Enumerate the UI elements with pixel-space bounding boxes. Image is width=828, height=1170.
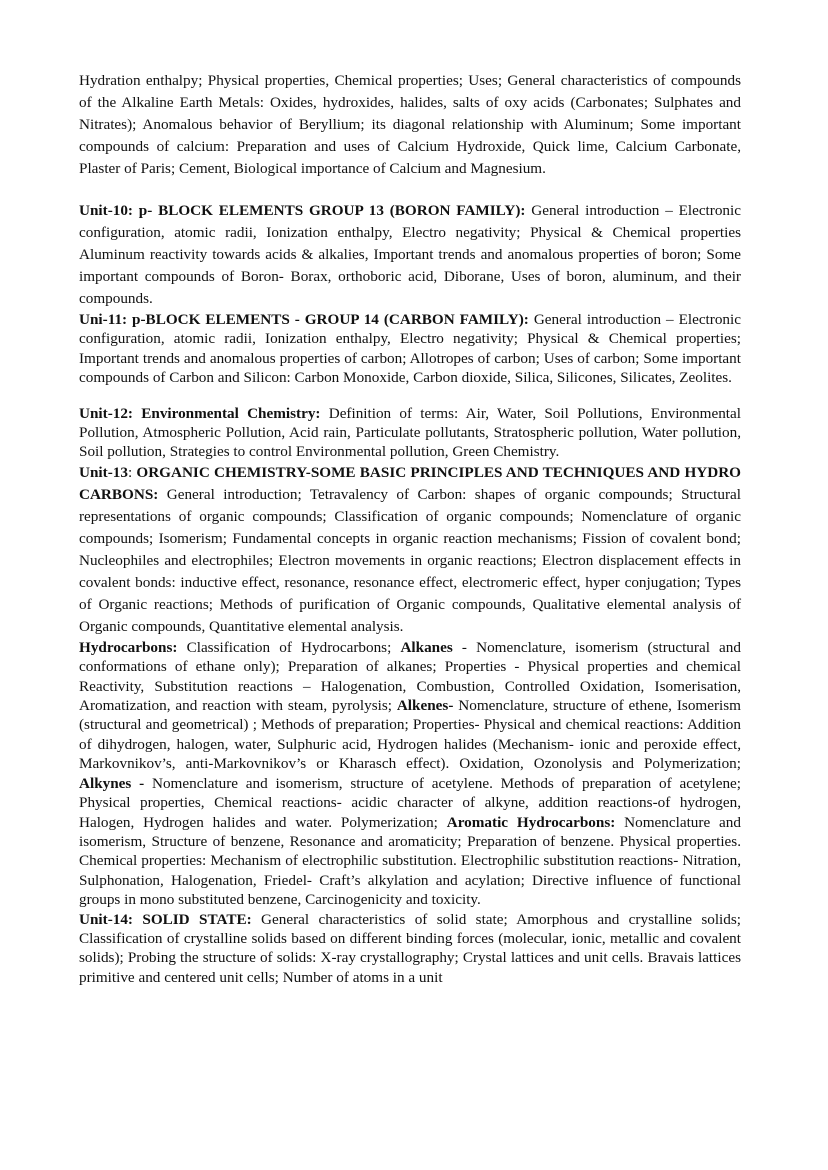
- unit-14-paragraph: [79, 910, 741, 988]
- unit-14-text: General characteristics of solid state; Amorphous and crystalline solids; Classification of crystalline solids based on different binding forces (molecular, ionic, metallic and covalent solids); Probing the structure of solids: X-ray crystallography; Crystal lattices and unit cells. Bravais lattices primitive and centered unit cells; Number of atoms in a unit: [79, 910, 741, 986]
- unit-12-heading: Unit-12: Environmental Chemistry:: [79, 404, 321, 422]
- document-page: [79, 70, 741, 987]
- unit-13-colon: :: [127, 463, 137, 481]
- alkynes-heading: Alkynes -: [79, 774, 145, 792]
- unit-11-text: General introduction – Electronic configuration, atomic radii, Ionization enthalpy, Electro negativity; Physical & Chemical properties; Important trends and anomalous properties of carbon; Allotropes of carbon; Uses of carbon; Some important compounds of Carbon and Silicon: Carbon Monoxide, Carbon dioxide, Silica, Silicones, Silicates, Zeolites.: [79, 311, 741, 387]
- unit-10-paragraph: [79, 200, 741, 310]
- alkanes-heading: Alkanes: [400, 638, 453, 656]
- unit-10-text: General introduction – Electronic configuration, atomic radii, Ionization enthalpy, Electro negativity; Physical & Chemical properties Aluminum reactivity towards acids & alkalies, Important trends and anomalous properties of boron; Some important compounds of Boron- Borax, orthoboric acid, Diborane, Uses of boron, aluminum, and their compounds.: [79, 202, 741, 307]
- spacer: [79, 388, 741, 404]
- spacer: [79, 180, 741, 200]
- unit-12-text: Definition of terms: Air, Water, Soil Pollutions, Environmental Pollution, Atmospheric Pollution, Acid rain, Particulate pollutants, Stratospheric pollution, Water pollution, Soil pollution, Strategies to control Environmental pollution, Green Chemistry.: [79, 404, 741, 461]
- hydrocarbons-paragraph: [79, 638, 741, 910]
- unit-13-heading: ORGANIC CHEMISTRY-SOME BASIC PRINCIPLES AND TECHNIQUES AND HYDRO CARBONS:: [79, 463, 741, 503]
- unit-13-paragraph: [79, 462, 741, 638]
- hydrocarbons-text-2: - Nomenclature, isomerism (structural and conformations of ethane only); Preparation of alkanes; Properties - Physical properties and chemical Reactivity, Substitution reactions – Halogenation, Combustion, Controlled Oxidation, Isomerisation, Aromatization, and reaction with steam, pyrolysis;: [79, 638, 741, 715]
- alkenes-heading: Alkenes-: [396, 697, 454, 715]
- hydrocarbons-text-5: Nomenclature and isomerism, Structure of benzene, Resonance and aromaticity; Preparation of benzene. Physical properties. Chemical properties: Mechanism of electrophilic substitution. Electrophilic substitution reactions- Nitration, Sulphonation, Halogenation, Friedel- Craft’s alkylation and acylation; Directive influence of functional groups in mono substituted benzene, Carcinogenicity and toxicity.: [79, 813, 741, 909]
- unit-14-heading: Unit-14: SOLID STATE:: [79, 910, 252, 928]
- unit-12-paragraph: [79, 404, 741, 462]
- aromatic-hydrocarbons-heading: Aromatic Hydrocarbons:: [446, 813, 616, 831]
- unit-11-paragraph: [79, 310, 741, 388]
- hydrocarbons-heading: Hydrocarbons:: [79, 638, 178, 656]
- unit-11-heading: Uni-11: p-BLOCK ELEMENTS - GROUP 14 (CARBON FAMILY):: [79, 311, 529, 328]
- unit-10-heading: Unit-10: p- BLOCK ELEMENTS GROUP 13 (BORON FAMILY):: [79, 202, 526, 219]
- hydrocarbons-text-3: Nomenclature, structure of ethene, Isomerism (structural and geometrical) ; Methods of preparation; Properties- Physical and chemical reactions: Addition of dihydrogen, halogen, water, Sulphuric acid, Hydrogen halides (Mechanism- ionic and peroxide effect, Markovnikov’s, anti-Markovnikov’s or Kharasch effect). Oxidation, Ozonolysis and Polymerization;: [79, 697, 741, 773]
- intro-paragraph: Hydration enthalpy; Physical properties, Chemical properties; Uses; General characteristics of compounds of the Alkaline Earth Metals: Oxides, hydroxides, halides, salts of oxy acids (Carbonates; Sulphates and Nitrates); Anomalous behavior of Beryllium; its diagonal relationship with Aluminum; Some important compounds of calcium: Preparation and uses of Calcium Hydroxide, Quick lime, Calcium Carbonate, Plaster of Paris; Cement, Biological importance of Calcium and Magnesium.: [79, 72, 741, 177]
- hydrocarbons-text-4: Nomenclature and isomerism, structure of acetylene. Methods of preparation of acetylene; Physical properties, Chemical reactions- acidic character of alkyne, addition reactions-of hydrogen, Halogen, Hydrogen halides and water. Polymerization;: [79, 774, 741, 831]
- unit-13-text: General introduction; Tetravalency of Carbon: shapes of organic compounds; Structural representations of organic compounds; Classification of organic compounds; Nomenclature of organic compounds; Isomerism; Fundamental concepts in organic reaction mechanisms; Fission of covalent bond; Nucleophiles and electrophiles; Electron movements in organic reactions; Electron displacement effects in covalent bonds: inductive effect, resonance, resonance effect, electromeric effect, hyper conjugation; Types of Organic reactions; Methods of purification of Organic compounds, Qualitative elemental analysis of Organic compounds, Quantitative elemental analysis.: [79, 485, 741, 635]
- hydrocarbons-text-1: Classification of Hydrocarbons;: [177, 638, 401, 656]
- unit-13-label: Unit-13: [79, 463, 128, 481]
